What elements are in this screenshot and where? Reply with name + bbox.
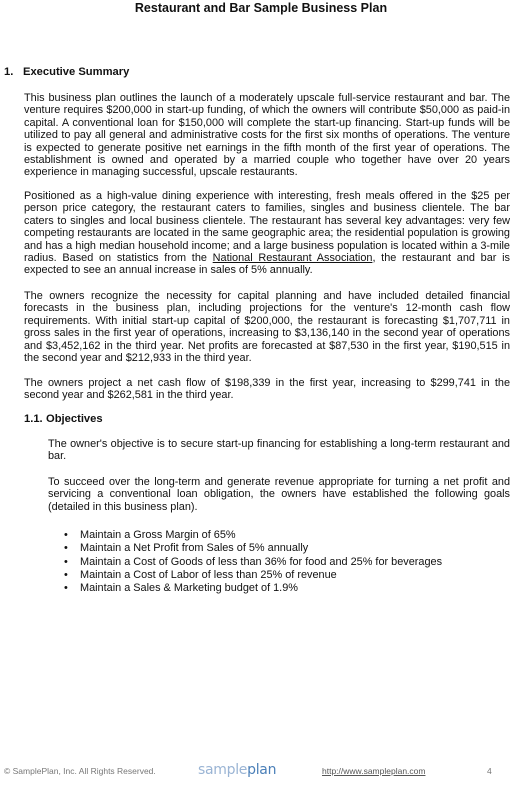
objectives-paragraph-2: To succeed over the long-term and generate revenue appropriate for turning a net profit and servicing a conventional loan obligation, the owners have established the following goals (detailed in this business plan). — [48, 476, 510, 513]
logo-part-1: sample — [198, 762, 248, 778]
page-number: 4 — [487, 766, 492, 776]
bullet-icon: • — [64, 529, 68, 541]
goal-item — [62, 529, 442, 542]
executive-summary-paragraph-1: This business plan outlines the launch of a moderately upscale full-service restaurant and bar. The venture requires $200,000 in start-up funding, of which the owners will contribute $50,000 as paid-in capital. A conventional loan for $150,000 will complete the start-up financing. Start-up funds will be utilized to pay all general and administrative costs for the first six months of operations. The venture is expected to generate positive net earnings in the fifth month of the first year of operations. The establishment is owned and operated by a married couple who together have over 20 years experience in managing successful, upscale restaurants. — [24, 92, 510, 179]
page-footer — [0, 762, 522, 780]
bullet-icon: • — [64, 555, 68, 568]
goal-text: Maintain a Cost of Goods of less than 36% for food and 25% for beverages — [80, 555, 443, 568]
goals-list — [62, 529, 442, 595]
logo-part-2: plan — [247, 762, 277, 778]
goal-text: Maintain a Net Profit from Sales of 5% annually — [80, 542, 309, 555]
copyright-notice: © SamplePlan, Inc. All Rights Reserved. — [4, 766, 156, 776]
bullet-icon: • — [64, 582, 68, 595]
national-restaurant-association-link[interactable]: National Restaurant Association — [212, 252, 373, 265]
bullet-icon: • — [64, 568, 68, 581]
subsection-heading-objectives — [24, 412, 103, 426]
section-title: Executive Summary — [23, 66, 130, 78]
goal-item — [62, 569, 442, 582]
goal-item — [62, 542, 442, 555]
goal-item — [62, 582, 442, 595]
paragraph-text: , the restaurant and bar is expected to see an annual increase in sales of 5% annually. — [24, 252, 511, 277]
document-title: Restaurant and Bar Sample Business Plan — [134, 1, 388, 15]
paragraph-text: Positioned as a high-value dining experience with interesting, fresh meals offered in the $25 per person price category, the restaurant caters to families, singles and business clientele. The bar caters to singles and local business clientele. The restaurant has several key advantages: very few competing restaurants are located in the same geographic area; the residential population is growing and has a high median household income; and a large business population is located within a 3-mile radius. Based on statistics from the — [24, 190, 510, 265]
executive-summary-paragraph-3: The owners recognize the necessity for capital planning and have included detailed financial forecasts in the business plan, including projections for the venture's 12-month cash flow requirements. With initial start-up capital of $200,000, the restaurant is forecasting $1,707,711 in gross sales in the first year of operations, increasing to $3,136,140 in the second year of operations and $3,452,162 in the third year. Net profits are forecasted at $87,530 in the first year, $190,515 in the second year and $212,933 in the third year. — [24, 290, 510, 365]
subsection-number: 1.1. — [24, 413, 43, 425]
website-link[interactable]: http://www.sampleplan.com — [322, 766, 426, 776]
bullet-icon: • — [64, 542, 68, 555]
goal-text: Maintain a Cost of Labor of less than 25% of revenue — [80, 568, 337, 581]
goal-text: Maintain a Gross Margin of 65% — [80, 529, 236, 541]
objectives-paragraph-1: The owner's objective is to secure start-up financing for establishing a long-term restaurant and bar. — [48, 438, 510, 463]
executive-summary-paragraph-4: The owners project a net cash flow of $198,339 in the first year, increasing to $299,741 in the second year and $262,581 in the third year. — [24, 377, 510, 402]
goal-item — [62, 556, 442, 569]
subsection-title: Objectives — [46, 413, 103, 425]
sampleplan-logo — [198, 762, 276, 778]
section-number: 1. — [4, 66, 14, 78]
goal-text: Maintain a Sales & Marketing budget of 1.9% — [80, 582, 298, 595]
executive-summary-paragraph-2 — [24, 190, 510, 277]
section-heading-executive-summary — [4, 65, 129, 79]
